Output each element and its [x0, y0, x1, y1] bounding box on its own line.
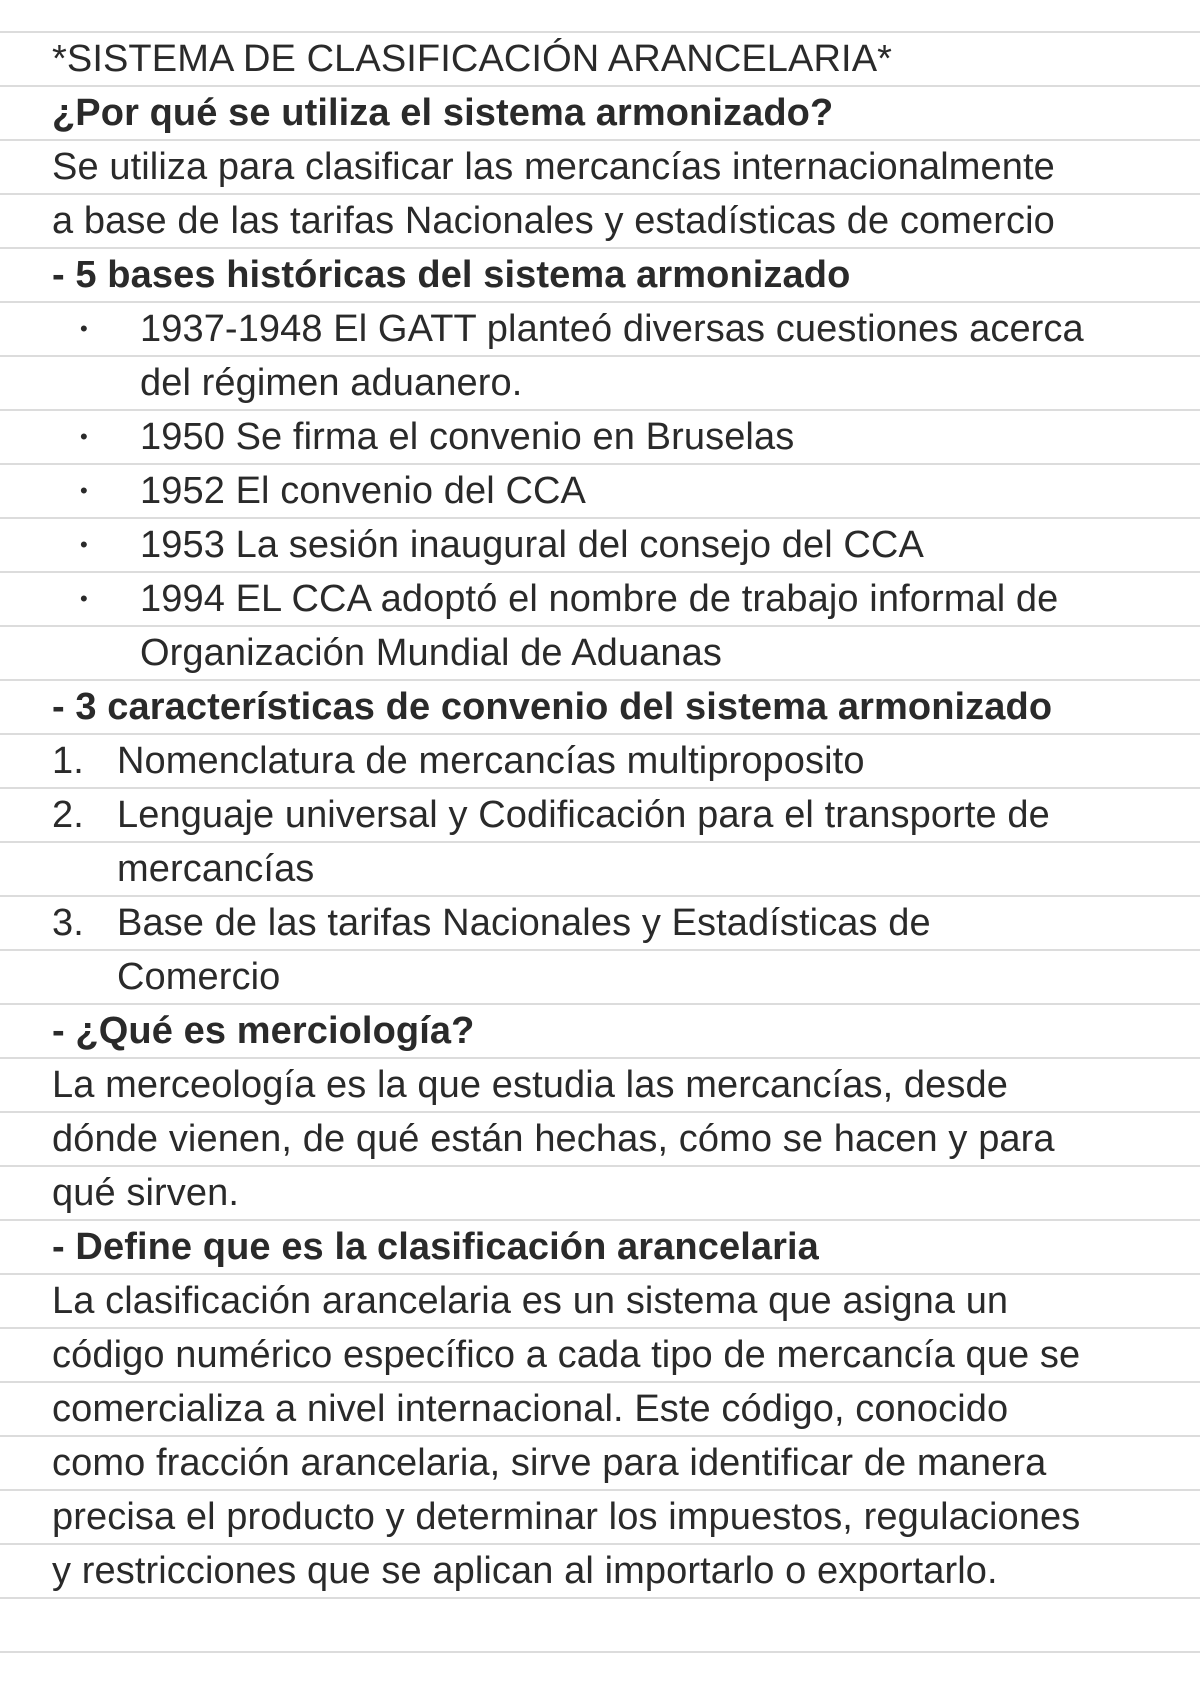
answer-line [0, 1490, 1200, 1544]
item-number: 3. [52, 902, 84, 944]
bullet-item-continuation [0, 626, 1200, 680]
question-heading [0, 1220, 1200, 1274]
bullet-item-text: 1937-1948 El GATT planteó diversas cuestiones acerca [140, 308, 1084, 350]
numbered-item-continuation [0, 842, 1200, 896]
bullet-icon: • [80, 424, 88, 449]
q5-answer-line-2: código numérico específico a cada tipo de mercancía que se [52, 1334, 1081, 1376]
question-heading [0, 248, 1200, 302]
bullet-icon: • [80, 478, 88, 503]
q5-answer-line-1: La clasificación arancelaria es un sistema que asigna un [52, 1280, 1009, 1322]
q4-heading: - ¿Qué es merciología? [52, 1010, 475, 1052]
q1-answer-line-2: a base de las tarifas Nacionales y estadísticas de comercio [52, 200, 1055, 242]
numbered-item-text: Comercio [117, 956, 281, 998]
numbered-item-text: Nomenclatura de mercancías multiproposito [117, 740, 865, 782]
document-title: *SISTEMA DE CLASIFICACIÓN ARANCELARIA* [52, 38, 893, 80]
bullet-item-text: 1994 EL CCA adoptó el nombre de trabajo informal de [140, 578, 1059, 620]
numbered-item-text: Base de las tarifas Nacionales y Estadísticas de [117, 902, 931, 944]
q5-answer-line-3: comercializa a nivel internacional. Este código, conocido [52, 1388, 1009, 1430]
bullet-item [0, 464, 1200, 518]
item-number: 2. [52, 794, 84, 836]
question-heading [0, 680, 1200, 734]
question-heading [0, 86, 1200, 140]
q1-heading: ¿Por qué se utiliza el sistema armonizado? [52, 92, 834, 134]
bullet-item-text: 1950 Se firma el convenio en Bruselas [140, 416, 795, 458]
q5-answer-line-5: precisa el producto y determinar los impuestos, regulaciones [52, 1496, 1081, 1538]
bullet-icon: • [80, 316, 88, 341]
q5-answer-line-6: y restricciones que se aplican al importarlo o exportarlo. [52, 1550, 998, 1592]
bullet-item [0, 572, 1200, 626]
bullet-item-continuation [0, 356, 1200, 410]
answer-line [0, 1328, 1200, 1382]
q5-answer-line-4: como fracción arancelaria, sirve para identificar de manera [52, 1442, 1047, 1484]
answer-line [0, 1274, 1200, 1328]
document-title-row [0, 32, 1200, 86]
q1-answer-line-1: Se utiliza para clasificar las mercancías internacionalmente [52, 146, 1055, 188]
q4-answer-line-3: qué sirven. [52, 1172, 239, 1214]
q5-heading: - Define que es la clasificación arancelaria [52, 1226, 819, 1268]
answer-line [0, 1544, 1200, 1598]
answer-line [0, 1058, 1200, 1112]
q4-answer-line-2: dónde vienen, de qué están hechas, cómo se hacen y para [52, 1118, 1055, 1160]
bullet-item [0, 302, 1200, 356]
bullet-item-text: 1953 La sesión inaugural del consejo del CCA [140, 524, 924, 566]
numbered-item [0, 896, 1200, 950]
bullet-item [0, 410, 1200, 464]
q2-heading: - 5 bases históricas del sistema armonizado [52, 254, 851, 296]
q4-answer-line-1: La merceología es la que estudia las mercancías, desde [52, 1064, 1008, 1106]
question-heading [0, 1004, 1200, 1058]
ruled-line [0, 1651, 1200, 1653]
item-number: 1. [52, 740, 84, 782]
numbered-item [0, 734, 1200, 788]
bullet-icon: • [80, 586, 88, 611]
answer-line [0, 1382, 1200, 1436]
numbered-item-text: Lenguaje universal y Codificación para el transporte de [117, 794, 1050, 836]
answer-line [0, 1112, 1200, 1166]
bullet-item [0, 518, 1200, 572]
bullet-item-text: 1952 El convenio del CCA [140, 470, 587, 512]
numbered-item-continuation [0, 950, 1200, 1004]
answer-line [0, 194, 1200, 248]
bullet-item-text: Organización Mundial de Aduanas [140, 632, 722, 674]
answer-line [0, 140, 1200, 194]
bullet-item-text: del régimen aduanero. [140, 362, 523, 404]
bullet-icon: • [80, 532, 88, 557]
numbered-item-text: mercancías [117, 848, 315, 890]
q3-heading: - 3 características de convenio del sistema armonizado [52, 686, 1053, 728]
answer-line [0, 1436, 1200, 1490]
answer-line [0, 1166, 1200, 1220]
numbered-item [0, 788, 1200, 842]
